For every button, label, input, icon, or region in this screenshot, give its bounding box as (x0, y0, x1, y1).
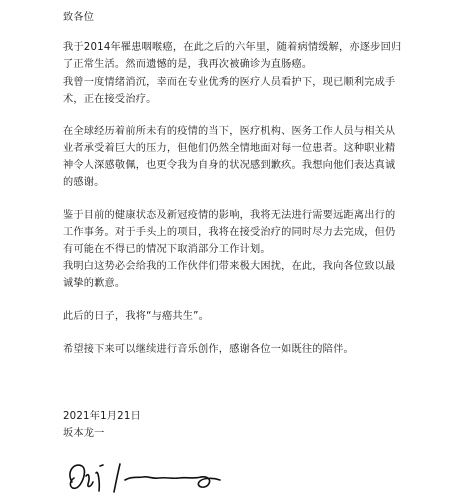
paragraph-line: 业者承受着巨大的压力，但他们仍然全情地面对每一位患者。这种职业精 (63, 143, 396, 154)
paragraph-line: 诚挚的歉意。 (63, 278, 126, 289)
paragraph-line: 我于2014年罹患咽喉癌，在此之后的六年里，随着病情缓解，亦逐步回归 (63, 42, 402, 53)
letter-date: 2021年1月21日 (63, 411, 141, 422)
letter-author: 坂本龙一 (63, 428, 105, 439)
paragraph-line: 的感谢。 (63, 177, 105, 188)
letter-greeting: 致各位 (63, 12, 95, 23)
paragraph-line: 术，正在接受治疗。 (63, 94, 157, 105)
paragraph-line: 有可能在不得已的情况下取消部分工作计划。 (63, 244, 271, 255)
paragraph-7: 希望接下来可以继续进行音乐创作，感谢各位一如既往的陪伴。 (63, 344, 354, 355)
paragraph-line: 神令人深感敬佩，也更令我为自身的状况感到歉疚。我想向他们表达真诚 (63, 160, 396, 171)
paragraph-line: 鉴于目前的健康状态及新冠疫情的影响，我将无法进行需要远距离出行的 (63, 210, 396, 221)
paragraph-line: 我明白这势必会给我的工作伙伴们带来极大困扰，在此，我向各位致以最 (63, 261, 396, 272)
paragraph-6: 此后的日子，我将“与癌共生”。 (63, 311, 209, 322)
handwritten-signature (62, 458, 232, 494)
paragraph-line: 在全球经历着前所未有的疫情的当下，医疗机构、医务工作人员与相关从 (63, 126, 396, 137)
paragraph-line: 我曾一度情绪消沉，幸而在专业优秀的医疗人员看护下，现已顺利完成手 (63, 77, 396, 88)
paragraph-line: 工作事务。对于手头上的项目，我将在接受治疗的同时尽力去完成，但仍 (63, 227, 396, 238)
paragraph-line: 了正常生活。然而遗憾的是，我再次被确诊为直肠癌。 (63, 59, 313, 70)
